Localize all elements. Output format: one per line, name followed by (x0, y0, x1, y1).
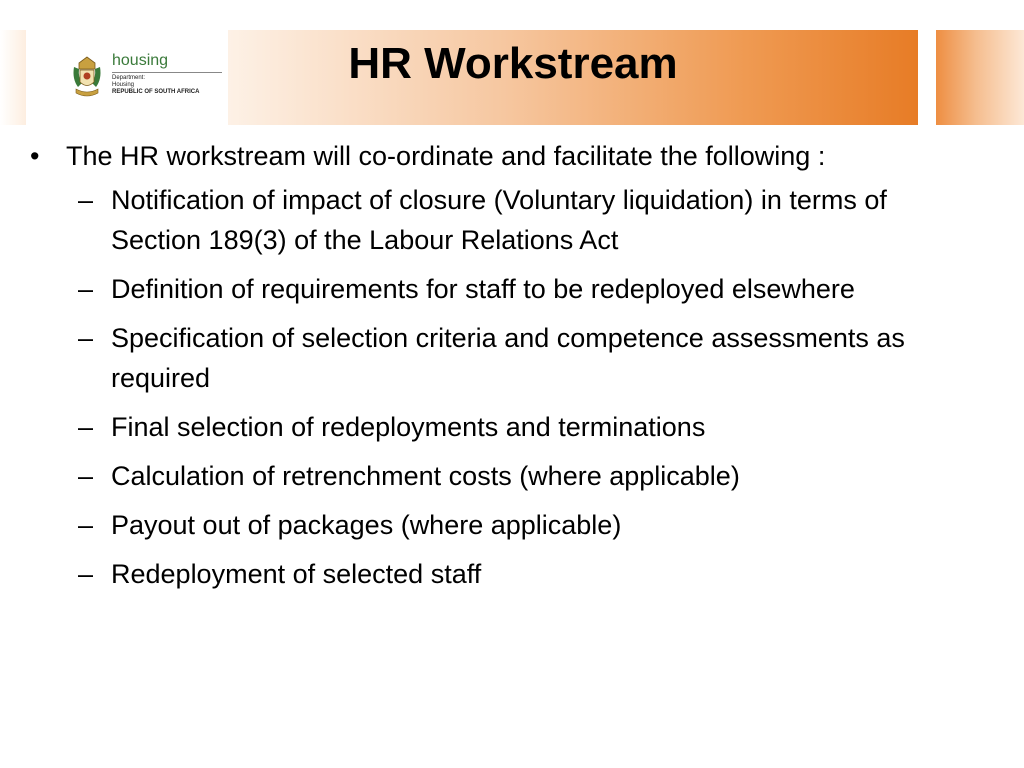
main-bullet (30, 136, 980, 176)
bullet-marker: • (30, 141, 40, 171)
logo-department-name: Housing (112, 82, 135, 88)
sub-bullet-text: Calculation of retrenchment costs (where applicable) (111, 461, 740, 491)
coat-of-arms-icon (70, 55, 104, 99)
sub-bullet-text: Definition of requirements for staff to be redeployed elsewhere (111, 274, 855, 304)
main-bullet-text: The HR workstream will co-ordinate and facilitate the following : (66, 141, 826, 171)
dash-marker: – (78, 274, 94, 304)
dash-marker: – (78, 461, 94, 491)
dash-marker: – (78, 412, 94, 442)
logo-brand: housing (112, 52, 169, 69)
logo-divider (112, 72, 222, 73)
sub-bullet-item (30, 554, 980, 594)
header-edge-right (936, 30, 1024, 125)
logo-country: REPUBLIC OF SOUTH AFRICA (112, 89, 200, 95)
sub-bullet-text: Final selection of redeployments and terminations (111, 412, 706, 442)
sub-bullet-item (30, 269, 980, 309)
dash-marker: – (78, 510, 94, 540)
department-logo (70, 52, 205, 107)
sub-bullet-item (30, 505, 980, 545)
slide-title: HR Workstream (348, 39, 678, 88)
logo-department-label: Department: (112, 75, 146, 81)
slide-content (30, 136, 980, 603)
dash-marker: – (78, 323, 94, 353)
sub-bullet-list (30, 180, 980, 594)
sub-bullet-text: Notification of impact of closure (Voluntary liquidation) in terms of Section 189(3) of the Labour Relations Act (111, 185, 887, 255)
sub-bullet-item (30, 456, 980, 496)
sub-bullet-item (30, 180, 980, 260)
dash-marker: – (78, 185, 94, 215)
dash-marker: – (78, 559, 94, 589)
sub-bullet-text: Redeployment of selected staff (111, 559, 482, 589)
sub-bullet-item (30, 318, 980, 398)
logo-text (112, 52, 222, 96)
header-edge-left (0, 30, 26, 125)
sub-bullet-text: Specification of selection criteria and competence assessments as required (111, 323, 905, 393)
sub-bullet-text: Payout out of packages (where applicable) (111, 510, 622, 540)
sub-bullet-item (30, 407, 980, 447)
